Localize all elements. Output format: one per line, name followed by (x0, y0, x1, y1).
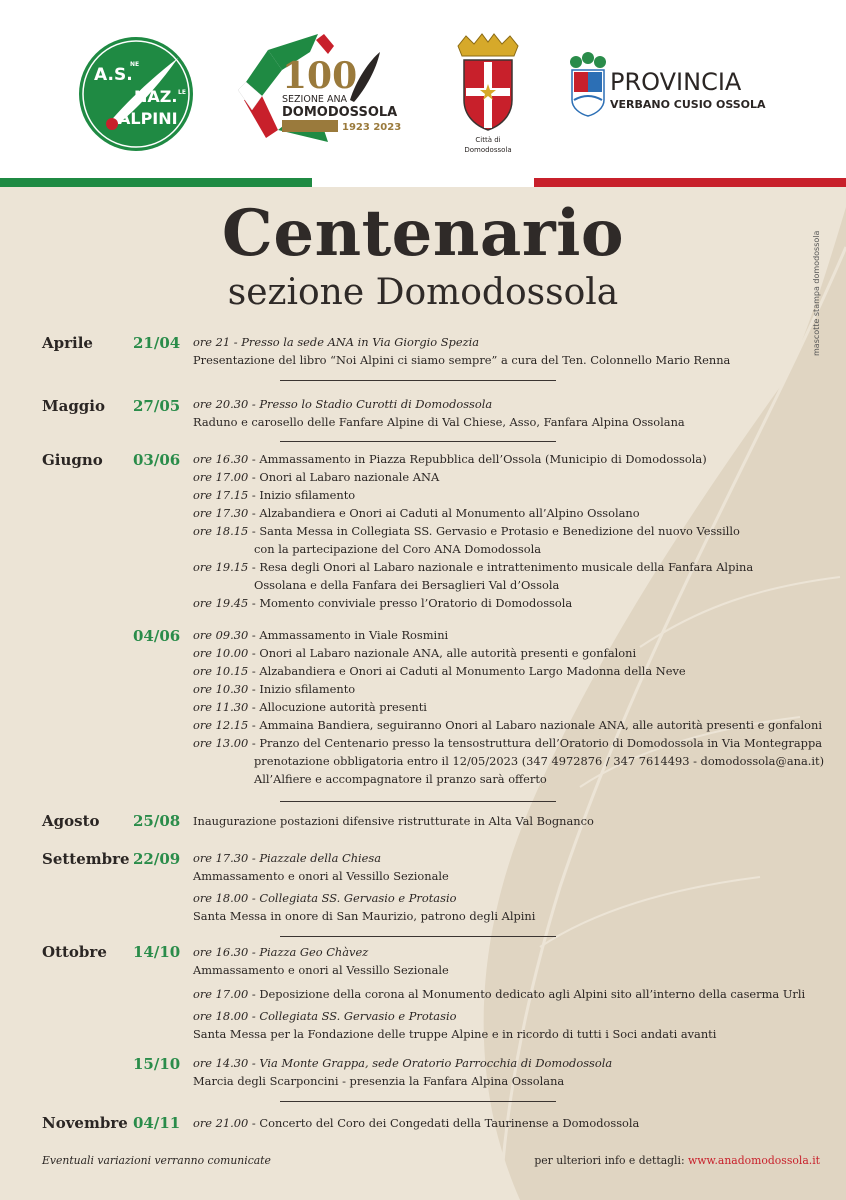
date-ottobre-2: 15/10 (133, 1055, 181, 1073)
month-settembre: Settembre (42, 850, 130, 868)
event-line: ore 17.15 - Inizio sfilamento (193, 488, 356, 502)
centenary-line2: DOMODOSSOLA (282, 105, 398, 120)
ana-logo-sup-2: LE (178, 89, 186, 96)
ana-logo-text-3: ALPINI (118, 109, 178, 128)
centenary-number: 100 (282, 55, 358, 97)
event-line: ore 13.00 - Pranzo del Centenario presso la tensostruttura dell’Oratorio di Domodossola in Via Montegrappa (193, 736, 823, 750)
event-line: Marcia degli Scarponcini - presenzia la Fanfara Alpina Ossolana (193, 1074, 565, 1088)
website-link[interactable]: www.anadomodossola.it (688, 1154, 820, 1167)
event-line: ore 11.30 - Allocuzione autorità presenti (193, 700, 427, 714)
centenary-years: 1923 2023 (342, 122, 402, 133)
footer-note: Eventuali variazioni verranno comunicate (42, 1154, 271, 1167)
event-line: ore 16.30 - Piazza Geo Chàvez (193, 945, 369, 959)
event-line: ore 17.00 - Onori al Labaro nazionale ANA (193, 470, 440, 484)
event-line: ore 09.30 - Ammassamento in Viale Rosmini (193, 628, 449, 642)
divider (280, 936, 556, 937)
divider (280, 380, 556, 381)
month-ottobre: Ottobre (42, 943, 107, 961)
ana-logo-text-s: S. (114, 65, 133, 85)
event-line: prenotazione obbligatoria entro il 12/05/2023 (347 4972876 / 347 7614493 - domodossola@ana.it) (254, 754, 825, 768)
event-line: ore 17.30 - Alzabandiera e Onori ai Caduti al Monumento all’Alpino Ossolano (193, 506, 640, 520)
event-line: ore 21.00 - Concerto del Coro dei Congedati della Taurinense a Domodossola (193, 1116, 640, 1130)
ana-alpini-logo-icon (78, 36, 194, 152)
page-subtitle: sezione Domodossola (227, 272, 619, 313)
event-line: Inaugurazione postazioni difensive ristrutturate in Alta Val Bognanco (193, 814, 594, 828)
month-aprile: Aprile (42, 334, 93, 352)
event-line: ore 10.00 - Onori al Labaro nazionale ANA, alle autorità presenti e gonfaloni (193, 646, 637, 660)
centenary-line1: SEZIONE ANA (282, 94, 348, 105)
citta-line1: Città di (475, 136, 501, 144)
date-maggio: 27/05 (133, 397, 181, 415)
event-line: ore 16.30 - Ammassamento in Piazza Repubblica dell’Ossola (Municipio di Domodossola) (193, 452, 707, 466)
ana-logo-text-2: NAZ. (134, 87, 178, 106)
date-settembre: 22/09 (133, 850, 181, 868)
event-line: ore 18.00 - Collegiata SS. Gervasio e Protasio (193, 1009, 457, 1023)
provincia-vco-logo-icon (562, 50, 772, 120)
event-line: Santa Messa in onore di San Maurizio, patrono degli Alpini (193, 909, 536, 923)
date-novembre: 04/11 (133, 1114, 181, 1132)
ana-logo-text-1: A. (94, 65, 114, 85)
month-giugno: Giugno (42, 451, 103, 469)
date-aprile: 21/04 (133, 334, 181, 352)
divider (280, 801, 556, 802)
citta-domodossola-coat-of-arms-icon (448, 32, 528, 156)
event-line: Ossolana e della Fanfara dei Bersaglieri Val d’Ossola (254, 578, 560, 592)
event-line: ore 14.30 - Via Monte Grappa, sede Oratorio Parrocchia di Domodossola (193, 1056, 613, 1070)
month-agosto: Agosto (42, 812, 100, 830)
event-line: Presentazione del libro “Noi Alpini ci siamo sempre” a cura del Ten. Colonnello Mario Renna (193, 353, 731, 367)
ana-logo-sup-1: NE (130, 61, 140, 68)
event-line: ore 18.00 - Collegiata SS. Gervasio e Protasio (193, 891, 457, 905)
event-line: ore 21 - Presso la sede ANA in Via Giorgio Spezia (193, 335, 480, 349)
event-line: ore 12.15 - Ammaina Bandiera, seguiranno Onori al Labaro nazionale ANA, alle autorità presenti e gonfaloni (193, 718, 823, 732)
event-line: ore 17.00 - Deposizione della corona al Monumento dedicato agli Alpini sito all’interno della caserma Urli (193, 987, 806, 1001)
event-line: ore 19.15 - Resa degli Onori al Labaro nazionale e intrattenimento musicale della Fanfara Alpina (193, 560, 754, 574)
date-giugno-2: 04/06 (133, 627, 181, 645)
divider (280, 1101, 556, 1102)
page-title: Centenario (221, 196, 625, 271)
event-line: ore 17.30 - Piazzale della Chiesa (193, 851, 382, 865)
flag-stripe (0, 178, 846, 187)
provincia-line2: VERBANO CUSIO OSSOLA (610, 98, 766, 111)
provincia-line1: PROVINCIA (610, 68, 742, 96)
event-line: ore 18.15 - Santa Messa in Collegiata SS. Gervasio e Protasio e Benedizione del nuovo Vessillo (193, 524, 740, 538)
month-maggio: Maggio (42, 397, 106, 415)
event-line: Raduno e carosello delle Fanfare Alpine di Val Chiese, Asso, Fanfara Alpina Ossolana (193, 415, 685, 429)
event-line: ore 10.30 - Inizio sfilamento (193, 682, 356, 696)
divider (280, 441, 556, 442)
event-line: ore 10.15 - Alzabandiera e Onori ai Caduti al Monumento Largo Madonna della Neve (193, 664, 686, 678)
side-note: mascotte stampa domodossola (812, 230, 821, 356)
event-line: ore 19.45 - Momento conviviale presso l’Oratorio di Domodossola (193, 596, 573, 610)
date-giugno-1: 03/06 (133, 451, 181, 469)
centenary-logo-icon (238, 30, 408, 148)
event-line: con la partecipazione del Coro ANA Domodossola (254, 542, 542, 556)
event-line: Ammassamento e onori al Vessillo Sezionale (193, 963, 449, 977)
event-line: Ammassamento e onori al Vessillo Sezionale (193, 869, 449, 883)
date-agosto: 25/08 (133, 812, 181, 830)
date-ottobre-1: 14/10 (133, 943, 181, 961)
citta-line2: Domodossola (464, 146, 512, 154)
event-line: Santa Messa per la Fondazione delle truppe Alpine e in ricordo di tutti i Soci andati avanti (193, 1027, 717, 1041)
event-line: All’Alfiere e accompagnatore il pranzo sarà offerto (254, 772, 547, 786)
footer-info: per ulteriori info e dettagli: www.anadomodossola.it (534, 1154, 820, 1167)
month-novembre: Novembre (42, 1114, 128, 1132)
event-line: ore 20.30 - Presso lo Stadio Curotti di Domodossola (193, 397, 493, 411)
